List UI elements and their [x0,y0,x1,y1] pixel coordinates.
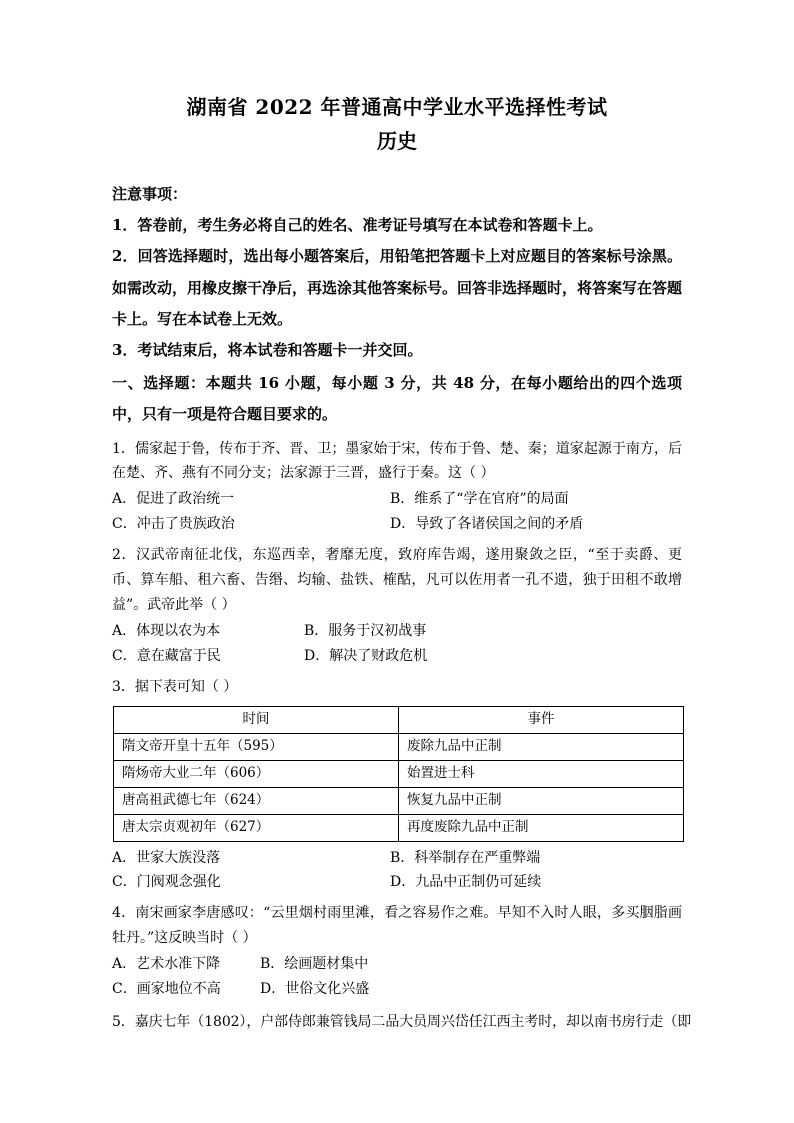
table-row [114,814,684,841]
question-4-options [112,952,682,1002]
question-1-option-a[interactable]: A．促进了政治统一 [112,491,235,508]
question-3-option-d[interactable]: D．九品中正制仍可延续 [390,874,542,891]
notice-item-1: 1．答卷前，考生务必将自己的姓名、准考证号填写在本试卷和答题卡上。 [112,216,603,235]
table-cell-time: 隋文帝开皇十五年（595） [114,733,399,760]
question-4 [112,901,682,1002]
table-cell-event: 始置进士科 [399,760,684,787]
question-1-option-row-cd [112,512,682,537]
question-2 [112,543,682,669]
question-4-option-c[interactable]: C．画家地位不高 [112,981,221,998]
table-cell-event: 再度废除九品中正制 [399,814,684,841]
question-5-stem: 5．嘉庆七年（1802），户部侍郎兼管钱局二品大员周兴岱任江西主考时，却以南书房行走（即 [112,1014,692,1030]
question-3-option-row-ab [112,846,682,871]
question-4-option-row-ab [112,952,682,977]
question-3-table [113,706,684,842]
question-3-option-a[interactable]: A．世家大族没落 [112,849,221,866]
question-2-option-row-ab [112,619,682,644]
question-2-option-d[interactable]: D．解决了财政危机 [304,647,428,664]
table-cell-event: 废除九品中正制 [399,733,684,760]
question-2-options [112,619,682,669]
question-3-options [112,846,682,896]
question-2-stem: 2．汉武帝南征北伐，东巡西幸，奢靡无度，致府库告竭，遂用聚敛之臣，“至于卖爵、更币、算车船、租六畜、告缗、均输、盐铁、榷酤，凡可以佐用者一孔不遗，独于田租不敢增益”。武帝此举（ ） [112,547,682,613]
table-header-time: 时间 [114,706,399,733]
question-4-option-a[interactable]: A．艺术水准下降 [112,956,221,973]
question-3-option-row-cd [112,870,682,895]
notice-item-2: 2．回答选择题时，选出每小题答案后，用铅笔把答题卡上对应题目的答案标号涂黑。如需改动，用橡皮擦干净后，再选涂其他答案标号。回答非选择题时，将答案写在答题卡上。写在本试卷上无效。 [112,247,683,328]
subject-title: 历史 [377,129,417,153]
question-1 [112,437,682,538]
question-2-option-c[interactable]: C．意在藏富于民 [112,647,221,664]
question-4-option-d[interactable]: D．世俗文化兴盛 [260,981,370,998]
question-1-stem: 1．儒家起于鲁，传布于齐、晋、卫；墨家始于宋，传布于鲁、楚、秦；道家起源于南方，后在楚、齐、燕有不同分支；法家源于三晋，盛行于秦。这（ ） [112,440,682,482]
question-3-option-b[interactable]: B．科举制存在严重弊端 [390,849,541,866]
section-heading-multiple-choice: 一、选择题：本题共 16 小题，每小题 3 分，共 48 分，在每小题给出的四个选项中，只有一项是符合题目要求的。 [112,374,682,424]
question-1-option-c[interactable]: C．冲击了贵族政治 [112,516,235,533]
page-content [112,0,692,1035]
page-title: 湖南省 2022 年普通高中学业水平选择性考试 [186,95,608,119]
table-cell-event: 恢复九品中正制 [399,787,684,814]
question-2-option-row-cd [112,644,682,669]
table-row [114,733,684,760]
notice-item-3: 3．考试结束后，将本试卷和答题卡一并交回。 [112,340,423,359]
question-1-option-row-ab [112,487,682,512]
notice-heading: 注意事项： [112,185,188,203]
question-1-option-d[interactable]: D．导致了各诸侯国之间的矛盾 [390,516,584,533]
table-cell-time: 唐高祖武德七年（624） [114,787,399,814]
question-1-options [112,487,682,537]
notice-block [112,179,682,366]
table-header-row [114,706,684,733]
title-block [112,92,682,157]
question-2-option-a[interactable]: A．体现以农为本 [112,622,221,639]
question-2-option-b[interactable]: B．服务于汉初战事 [304,622,427,639]
question-1-option-b[interactable]: B．维系了“学在官府”的局面 [390,491,569,508]
table-row [114,787,684,814]
question-3-option-c[interactable]: C．门阀观念强化 [112,874,221,891]
table-header-event: 事件 [399,706,684,733]
question-3 [112,675,682,896]
table-cell-time: 隋炀帝大业二年（606） [114,760,399,787]
question-4-option-row-cd [112,977,682,1002]
question-4-option-b[interactable]: B．绘画题材集中 [260,956,369,973]
question-3-stem: 3．据下表可知（ ） [112,678,238,695]
question-4-stem: 4．南宋画家李唐感叹：“云里烟村雨里滩，看之容易作之难。早知不入时人眼，多买胭脂画牡丹。”这反映当时（ ） [112,905,682,947]
table-row [114,760,684,787]
table-cell-time: 唐太宗贞观初年（627） [114,814,399,841]
